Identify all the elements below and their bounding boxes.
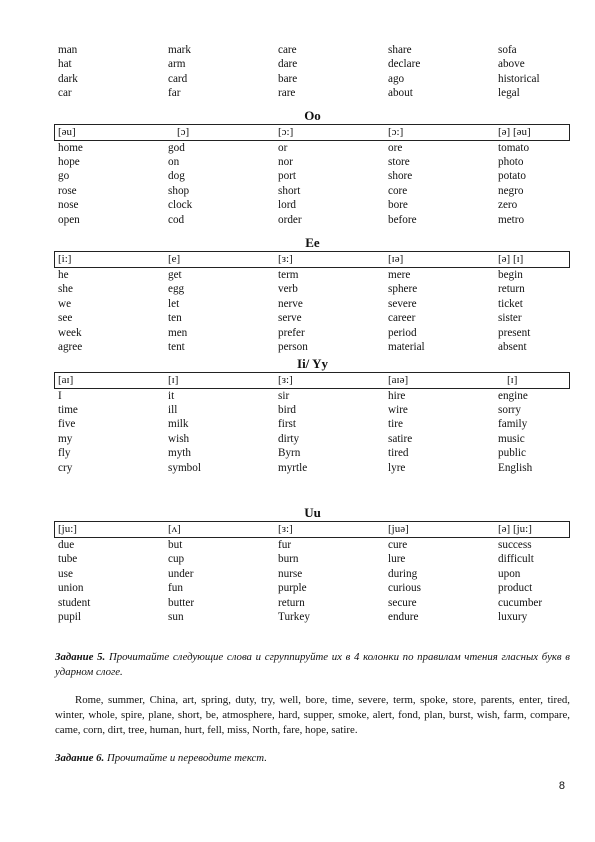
task-instruction: Прочитайте и переводите текст. — [106, 752, 267, 765]
word: far — [168, 87, 181, 100]
word: secure — [388, 596, 417, 609]
word: dare — [278, 58, 298, 71]
phonetic-header — [54, 372, 570, 389]
word: care — [278, 44, 297, 56]
word: ago — [388, 72, 405, 85]
word: cod — [168, 213, 185, 226]
word: god — [168, 141, 185, 154]
word: bore — [388, 199, 408, 212]
section-title: Oo — [304, 107, 321, 123]
phonetic-symbol: [ɔ:] — [278, 125, 294, 138]
phonetic-symbol: [ju:] — [58, 522, 77, 535]
word: begin — [498, 269, 523, 282]
word: cry — [58, 461, 73, 474]
word: but — [168, 538, 183, 551]
word: sister — [498, 312, 522, 325]
phonetic-symbol: [ɪ] — [507, 373, 518, 386]
word: first — [278, 418, 297, 431]
word: core — [388, 184, 408, 197]
section-title: Ee — [305, 235, 320, 251]
word-table — [58, 268, 570, 354]
word: use — [58, 567, 73, 580]
word: declare — [388, 58, 421, 71]
phonetic-symbol: [aɪ] — [58, 373, 74, 386]
phonetic-symbol: [aɪə] — [388, 373, 409, 386]
word: period — [388, 326, 417, 339]
word: hope — [58, 156, 80, 169]
word: sofa — [498, 44, 517, 56]
word: five — [58, 418, 76, 431]
word: butter — [168, 596, 195, 609]
word: cup — [168, 553, 185, 566]
word: get — [168, 269, 182, 282]
word: I — [58, 389, 62, 402]
word: lord — [278, 199, 297, 212]
word: port — [278, 170, 297, 183]
word: before — [388, 213, 417, 226]
word: week — [58, 326, 82, 339]
word: symbol — [168, 461, 201, 474]
word: nerve — [278, 297, 303, 310]
word: person — [278, 341, 308, 354]
phonetic-symbol: [ɔ] — [177, 125, 190, 138]
word: mere — [388, 269, 411, 282]
word: she — [58, 283, 73, 296]
word: store — [388, 156, 410, 169]
phonetic-symbol: [juə] — [388, 522, 409, 535]
word: dark — [58, 72, 78, 85]
word: material — [388, 341, 425, 354]
word: cure — [388, 538, 408, 551]
word: Turkey — [278, 610, 310, 623]
word: severe — [388, 297, 417, 310]
phonetic-header — [54, 251, 570, 268]
word: go — [58, 170, 70, 183]
word: bird — [278, 403, 297, 416]
word: let — [168, 297, 180, 310]
word: Byrn — [278, 447, 301, 460]
word: metro — [498, 213, 525, 226]
word: he — [58, 269, 69, 282]
word: English — [498, 461, 533, 474]
word-table — [58, 389, 570, 475]
phonetic-symbol: [ə] [ju:] — [498, 522, 532, 535]
word: product — [498, 582, 533, 595]
phonetic-symbol: [ɔ:] — [388, 125, 404, 138]
word: endure — [388, 610, 419, 623]
word: it — [168, 389, 175, 402]
word: fun — [168, 582, 183, 595]
phonetic-symbol: [ə] [əu] — [498, 125, 531, 138]
word: wish — [168, 432, 190, 445]
word: wire — [388, 403, 408, 416]
section-ii-yy — [55, 356, 570, 475]
word: success — [498, 538, 532, 551]
phonetic-symbol: [з:] — [278, 253, 293, 266]
section-uu — [55, 505, 570, 624]
page-content — [55, 38, 570, 766]
word: tomato — [498, 141, 530, 154]
word: under — [168, 567, 194, 580]
task-label: Задание 5. — [55, 651, 106, 664]
word: student — [58, 596, 91, 609]
word: tent — [168, 341, 185, 354]
phonetic-symbol: [ə] [ɪ] — [498, 253, 524, 266]
word: engine — [498, 389, 528, 402]
word: egg — [168, 283, 185, 296]
word: union — [58, 582, 84, 595]
word: term — [278, 269, 299, 282]
word: nor — [278, 156, 293, 169]
word: mark — [168, 44, 191, 56]
word: zero — [498, 199, 518, 212]
word: hire — [388, 389, 406, 402]
word: burn — [278, 553, 299, 566]
word: verb — [278, 283, 298, 296]
word-table — [58, 538, 570, 624]
word: we — [58, 297, 72, 310]
word: above — [498, 58, 525, 71]
word: upon — [498, 567, 521, 580]
word: lyre — [388, 461, 406, 474]
word: purple — [278, 582, 307, 595]
word: serve — [278, 312, 302, 325]
section-title: Uu — [304, 504, 321, 520]
word: return — [498, 283, 525, 296]
word: myrtle — [278, 461, 308, 474]
word: agree — [58, 341, 83, 354]
word: shop — [168, 184, 190, 197]
section-title: Ii/ Yy — [297, 355, 328, 371]
word: men — [168, 326, 188, 339]
word: present — [498, 326, 531, 339]
word: nose — [58, 199, 79, 212]
word: due — [58, 538, 75, 551]
word: on — [168, 156, 180, 169]
word: difficult — [498, 553, 534, 566]
word: sorry — [498, 403, 521, 416]
word: about — [388, 87, 413, 100]
word: time — [58, 403, 78, 416]
word: or — [278, 141, 288, 154]
word: potato — [498, 170, 526, 183]
word: tired — [388, 447, 409, 460]
word: man — [58, 44, 78, 56]
word: fly — [58, 447, 71, 460]
task-6-heading — [55, 751, 570, 766]
section-ee — [55, 235, 570, 354]
phonetic-symbol: [з:] — [278, 373, 293, 386]
word: rare — [278, 87, 296, 100]
word: family — [498, 418, 528, 431]
word: dirty — [278, 432, 300, 445]
word: myth — [168, 447, 191, 460]
word: shore — [388, 170, 413, 183]
word: career — [388, 312, 416, 325]
word: music — [498, 432, 525, 445]
word-table — [58, 141, 570, 227]
phonetic-symbol: [ɪ] — [168, 373, 179, 386]
word: pupil — [58, 610, 81, 623]
word: rose — [58, 184, 77, 197]
phonetic-symbol: [əu] — [58, 125, 76, 138]
word: cucumber — [498, 596, 543, 609]
word: card — [168, 72, 188, 85]
word: my — [58, 432, 73, 445]
task-label: Задание 6. — [55, 752, 105, 765]
phonetic-header — [54, 124, 570, 141]
task-5-heading — [55, 650, 570, 680]
word: milk — [168, 418, 189, 431]
word: nurse — [278, 567, 303, 580]
word: order — [278, 213, 302, 226]
word: during — [388, 567, 418, 580]
word: arm — [168, 58, 186, 71]
task-5-word-list: Rome, summer, China, art, spring, duty, try, well, bore, time, severe, term, spoke, store, parents, enter, tired, winter, whole, spire, plane, short, be, atmosphere, hard, supper, smoke, alert, fond, plan, burst, wish, farm, compare, came, corn, dirt, tree, human, hurt, fell, miss, North, fare, hope, satire. — [55, 694, 570, 736]
word: home — [58, 141, 83, 154]
word: historical — [498, 72, 540, 85]
word: return — [278, 596, 305, 609]
word: fur — [278, 538, 292, 551]
word: ill — [168, 403, 178, 416]
word: short — [278, 184, 301, 197]
word: clock — [168, 199, 193, 212]
phonetic-symbol: [з:] — [278, 522, 293, 535]
word: curious — [388, 582, 421, 595]
phonetic-symbol: [ʌ] — [168, 522, 181, 535]
word: absent — [498, 341, 527, 354]
word: bare — [278, 72, 298, 85]
intro-word-table — [58, 43, 570, 101]
phonetic-symbol: [ɪə] — [388, 253, 404, 266]
word: ticket — [498, 297, 523, 310]
word: luxury — [498, 610, 528, 623]
word: public — [498, 447, 526, 460]
word: tube — [58, 553, 78, 566]
word: open — [58, 213, 80, 226]
phonetic-symbol: [i:] — [58, 253, 72, 266]
word: photo — [498, 156, 524, 169]
word: sun — [168, 610, 184, 623]
word: prefer — [278, 326, 305, 339]
word: hat — [58, 58, 72, 71]
word: negro — [498, 184, 524, 197]
word: ten — [168, 312, 182, 325]
word: share — [388, 44, 412, 56]
word: dog — [168, 170, 185, 183]
word: tire — [388, 418, 403, 431]
word: lure — [388, 553, 406, 566]
word: see — [58, 312, 73, 325]
phonetic-header — [54, 521, 570, 538]
word: sphere — [388, 283, 418, 296]
phonetic-symbol: [e] — [168, 253, 181, 266]
word: car — [58, 87, 72, 100]
section-oo — [55, 108, 570, 227]
word: satire — [388, 432, 413, 445]
page-number: 8 — [558, 780, 565, 792]
word: legal — [498, 87, 520, 100]
word: ore — [388, 141, 403, 154]
word: sir — [278, 389, 290, 402]
task-instruction: Прочитайте следующие слова и сгруппируйте их в 4 колонки по правилам чтения гласных букв в ударном слоге. — [55, 651, 570, 679]
